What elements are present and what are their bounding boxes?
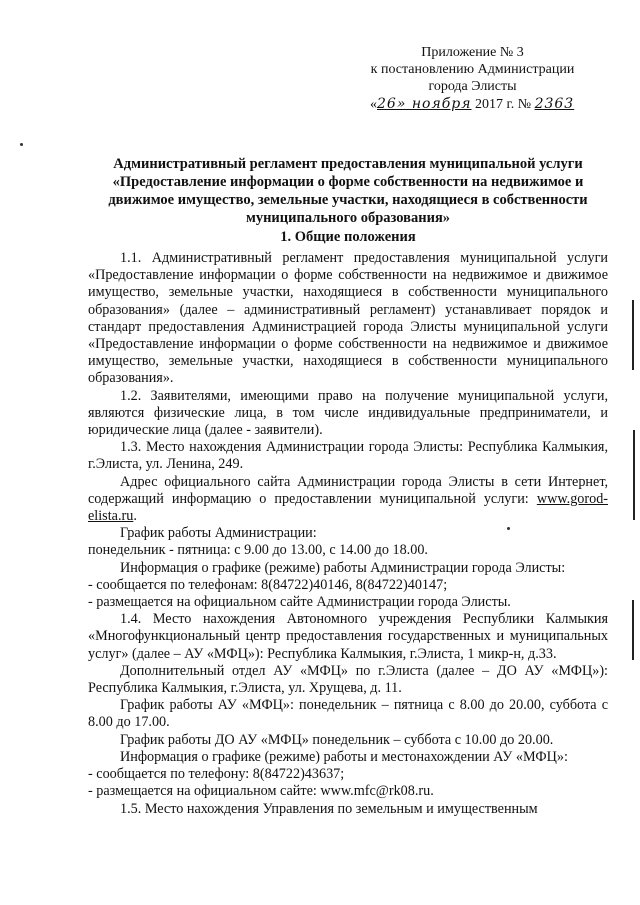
scan-edge-mark: [633, 430, 635, 520]
paragraph: 1.5. Место нахождения Управления по земельным и имущественным: [120, 800, 538, 817]
appendix-header: [330, 44, 615, 95]
paragraph: График работы Администрации:: [120, 525, 317, 542]
appendix-city: города Элисты: [428, 79, 517, 94]
date-year: 2017 г. №: [475, 97, 532, 112]
resolution-date-line: [370, 96, 574, 113]
section-title: 1. Общие положения: [280, 229, 416, 245]
title-line: движимое имущество, земельные участки, находящиеся в собственности: [108, 192, 588, 208]
paragraph: 1.2. Заявителями, имеющими право на получение муниципальной услуги, являются физические лица, в том числе индивидуальные предприниматели, и юридические лица (далее - заявители).: [88, 387, 608, 439]
paragraph: График работы ДО АУ «МФЦ» понедельник – суббота с 10.00 до 20.00.: [120, 731, 554, 748]
paragraph: [88, 474, 608, 526]
paragraph: 1.3. Место нахождения Администрации города Элисты: Республика Калмыкия, г.Элиста, ул. Ленина, 249.: [88, 439, 608, 473]
paragraph: Информация о графике (режиме) работы Администрации города Элисты:: [120, 559, 566, 576]
paragraph: График работы АУ «МФЦ»: понедельник – пятница с 8.00 до 20.00, суббота с 8.00 до 17.00.: [88, 697, 608, 731]
handwritten-number: 2363: [534, 96, 575, 112]
scan-dust-dot: [20, 143, 23, 146]
scan-edge-mark: [632, 300, 634, 370]
document-body: [88, 250, 608, 818]
paragraph: - размещается на официальном сайте Администрации города Элисты.: [88, 594, 511, 611]
title-line: муниципального образования»: [245, 210, 451, 226]
paragraph: Информация о графике (режиме) работы и местонахождении АУ «МФЦ»:: [120, 748, 568, 765]
paragraph: 1.1. Административный регламент предоставления муниципальной услуги «Предоставление информации о форме собственности на недвижимое и движимое имущество, земельные участки, находящиеся в собственности муниципального образования» (далее – административный регламент) устанавливает порядок и стандарт предоставления Администрацией города Элисты муниципальной услуги «Предоставление информации о форме собственности на недвижимое и движимое имущество, земельные участки, находящиеся в собственности муниципального образования».: [88, 250, 608, 387]
website-link[interactable]: www.gorod-elista.ru: [88, 490, 609, 525]
paragraph: - сообщается по телефону: 8(84722)43637;: [88, 766, 345, 783]
document-title: [88, 155, 608, 227]
paragraph-text: Адрес официального сайта Администрации города Элисты в сети Интернет, содержащий информацию о предоставлении муниципальной услуги:: [88, 473, 608, 507]
scan-dust-dot: [507, 527, 510, 530]
handwritten-date: 26» ноября: [377, 96, 472, 112]
title-line: «Предоставление информации о форме собственности на недвижимое и: [112, 174, 584, 190]
paragraph: - размещается на официальном сайте: www.mfc@rk08.ru.: [88, 783, 434, 800]
scan-edge-mark: [632, 600, 634, 660]
title-line: Административный регламент предоставления муниципальной услуги: [113, 156, 583, 172]
appendix-resolution: к постановлению Администрации: [370, 62, 575, 77]
paragraph: - сообщается по телефонам: 8(84722)40146, 8(84722)40147;: [88, 576, 448, 593]
paragraph: Дополнительный отдел АУ «МФЦ» по г.Элиста (далее – ДО АУ «МФЦ»): Республика Калмыкия, г.Элиста, ул. Хрущева, д. 11.: [88, 662, 608, 697]
paragraph: понедельник - пятница: с 9.00 до 13.00, с 14.00 до 18.00.: [88, 542, 428, 559]
paragraph-end: .: [133, 508, 137, 525]
appendix-number: Приложение № 3: [421, 45, 524, 60]
paragraph: 1.4. Место нахождения Автономного учреждения Республики Калмыкия «Многофункциональный центр предоставления государственных и муниципальных услуг» (далее – АУ «МФЦ»): Республика Калмыкия, г.Элиста, 1 микр-н, д.33.: [88, 611, 608, 662]
date-open-quote: «: [370, 97, 377, 112]
